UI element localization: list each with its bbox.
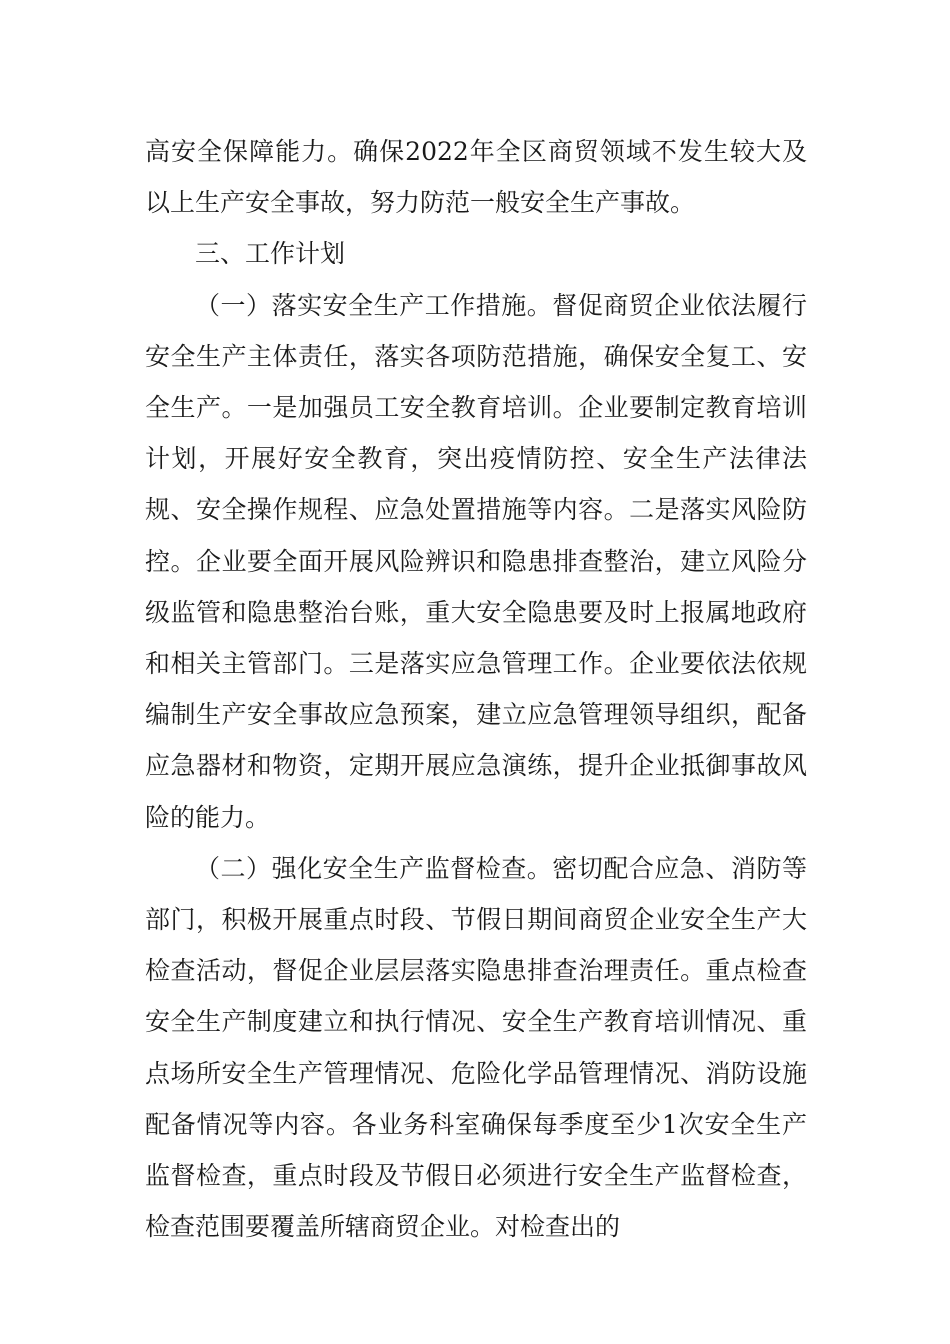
- section-heading: 三、工作计划: [195, 239, 346, 269]
- paragraph-continuation: 高安全保障能力。确保2022年全区商贸领域不发生较大及以上生产安全事故，努力防范一般安全生产事故。: [145, 137, 807, 218]
- paragraph-item-2: （二）强化安全生产监督检查。密切配合应急、消防等部门，积极开展重点时段、节假日期间商贸企业安全生产大检查活动，督促企业层层落实隐患排查治理责任。重点检查安全生产制度建立和执行情况、安全生产教育培训情况、重点场所安全生产管理情况、危险化学品管理情况、消防设施配备情况等内容。各业务科室确保每季度至少1次安全生产监督检查，重点时段及节假日必须进行安全生产监督检查，检查范围要覆盖所辖商贸企业。对检查出的: [145, 853, 807, 1242]
- paragraph-item-1: （一）落实安全生产工作措施。督促商贸企业依法履行安全生产主体责任，落实各项防范措施，确保安全复工、安全生产。一是加强员工安全教育培训。企业要制定教育培训计划，开展好安全教育，突出疫情防控、安全生产法律法规、安全操作规程、应急处置措施等内容。二是落实风险防控。企业要全面开展风险辨识和隐患排查整治，建立风险分级监管和隐患整治台账，重大安全隐患要及时上报属地政府和相关主管部门。三是落实应急管理工作。企业要依法依规编制生产安全事故应急预案，建立应急管理领导组织，配备应急器材和物资，定期开展应急演练，提升企业抵御事故风险的能力。: [145, 290, 807, 832]
- document-body: [145, 126, 807, 1252]
